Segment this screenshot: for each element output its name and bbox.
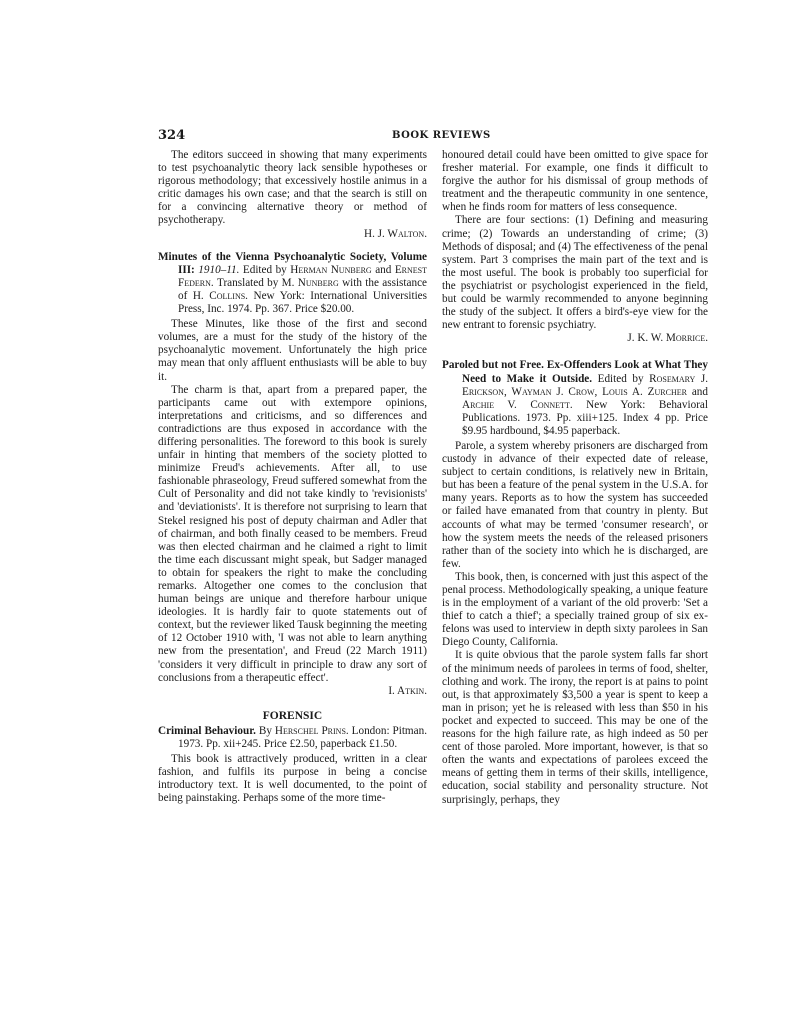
paragraph: honoured detail could have been omitted to give space for fresher material. For example, one finds it difficult to forgive the author for his dismissal of group methods of treatment and the therapeutic community in one sentence, when he finds room for matters of less consequence.: [442, 149, 708, 214]
reviewer-signature: J. K. W. Morrice.: [627, 332, 708, 345]
right-column: [442, 149, 708, 807]
paragraph: This book is attractively produced, written in a clear fashion, and fulfils its purpose in being a concise introductory text. It is well documented, to the point of being painstaking. Perhaps some of the more time-: [158, 753, 427, 805]
paragraph: These Minutes, like those of the first and second volumes, are a must for the study of the history of the psychoanalytic movement. Unfortunately the high price may mean that only affluent enthusiasts will be able to buy it.: [158, 318, 427, 383]
paragraph: There are four sections: (1) Defining and measuring crime; (2) Towards an understanding of crime; (3) Methods of disposal; and (4) The effectiveness of the penal system. Part 3 comprises the main part of the text and is the most useful. The book is probably too superficial for the psychiatrist or psychologist experienced in the field, but could be warmly recommended to anyone beginning the study of the subject. It offers a bird's-eye view for the new entrant to forensic psychiatry.: [442, 214, 708, 332]
left-column: [158, 149, 427, 806]
paragraph: It is quite obvious that the parole system falls far short of the minimum needs of parolees in terms of food, shelter, clothing and work. The irony, the report is at pains to point out, is that approximately $3,500 a year is spent to keep a man in prison; yet he is released with less than $50 in his pocket and expected to succeed. This may be one of the reasons for the high failure rate, as high indeed as 50 per cent of those paroled. More important, however, is that so often the wants and expectations of parolees exceed the means of getting them in terms of their skills, intelligence, education, social stability and personality structure. Not surprisingly, perhaps, they: [442, 649, 708, 806]
review-title-paroled: Paroled but not Free. Ex-Offenders Look at What They Need to Make it Outside. Edited by Rosemary J. Erickson, Wayman J. Crow, Louis A. Zurcher and Archie V. Connett. New York: Behavioral Publications. 1973. Pp. xiii+125. Index 4 pp. Price $9.95 hardbound, $4.95 paperback.: [442, 359, 708, 437]
reviewer-signature: I. Atkin.: [388, 684, 427, 697]
paragraph: This book, then, is concerned with just this aspect of the penal process. Methodologically speaking, a unique feature is in the employment of a variant of the old proverb: 'Set a thief to catch a thief'; a specially trained group of six ex-felons was used to interview in depth sixty parolees in San Diego County, California.: [442, 570, 708, 649]
running-head: BOOK REVIEWS: [392, 130, 491, 141]
section-heading: FORENSIC: [262, 709, 323, 722]
paragraph: The charm is that, apart from a prepared paper, the participants came out with extempore opinions, interpretations and criticisms, and so differences and contradictions are thus exposed in accordance with the differing personalities. The foreword to this book is surely unfair in hinting that members of the society plotted to minimize Freud's achievements. After all, to use fashionable phraseology, Freud suffered somewhat from the Cult of Personality and did not take kindly to 'revisionists' and 'deviationists'. It is therefore not surprising to learn that Stekel resigned his post of deputy chairman and Adler that of chairman, and both finally ceased to be members. Freud was then elected chairman and he claimed a right to limit the time each discussant might speak, but Sadger managed to obtain for speakers the right to make the concluding remarks. Altogether one comes to the conclusion that human beings are unique and therefore harbour unique ideologies. It is hardly fair to quote statements out of context, but the reviewer liked Tausk beginning the meeting of 12 October 1910 with, 'I was not able to learn anything new from the presentation', and Freud (22 March 1911) 'considers it very difficult in principle to draw any sort of conclusions from a therapeutic effect'.: [158, 383, 427, 684]
page-number: 324: [158, 128, 186, 143]
paragraph: The editors succeed in showing that many experiments to test psychoanalytic theory lack sensible hypotheses or rigorous methodology; that excessively hostile animus in a critic damages his own case; and that the search is still on for a convincing alternative theory or method of psychotherapy.: [158, 149, 427, 227]
reviewer-signature: H. J. Walton.: [363, 227, 427, 240]
review-title-minutes: Minutes of the Vienna Psychoanalytic Society, Volume III: 1910–11. Edited by Herman Nunberg and Ernest Federn. Translated by M. Nunberg with the assistance of H. Collins. New York: International Universities Press, Inc. 1974. Pp. 367. Price $20.00.: [158, 250, 428, 316]
paragraph: Parole, a system whereby prisoners are discharged from custody in advance of their expected date of release, subject to certain conditions, is relatively new in Britain, but has been a feature of the penal system in the U.S.A. for many years. Reports as to how the system has succeeded or failed have emanated from that country in plenty. But accounts of what may be termed 'consumer research', or how the system meets the needs of the released prisoners rather than of the society into which he is discharged, are few.: [442, 439, 708, 570]
review-title-criminal-behaviour: Criminal Behaviour. By Herschel Prins. London: Pitman. 1973. Pp. xii+245. Price £2.50, paperback £1.50.: [158, 724, 427, 751]
